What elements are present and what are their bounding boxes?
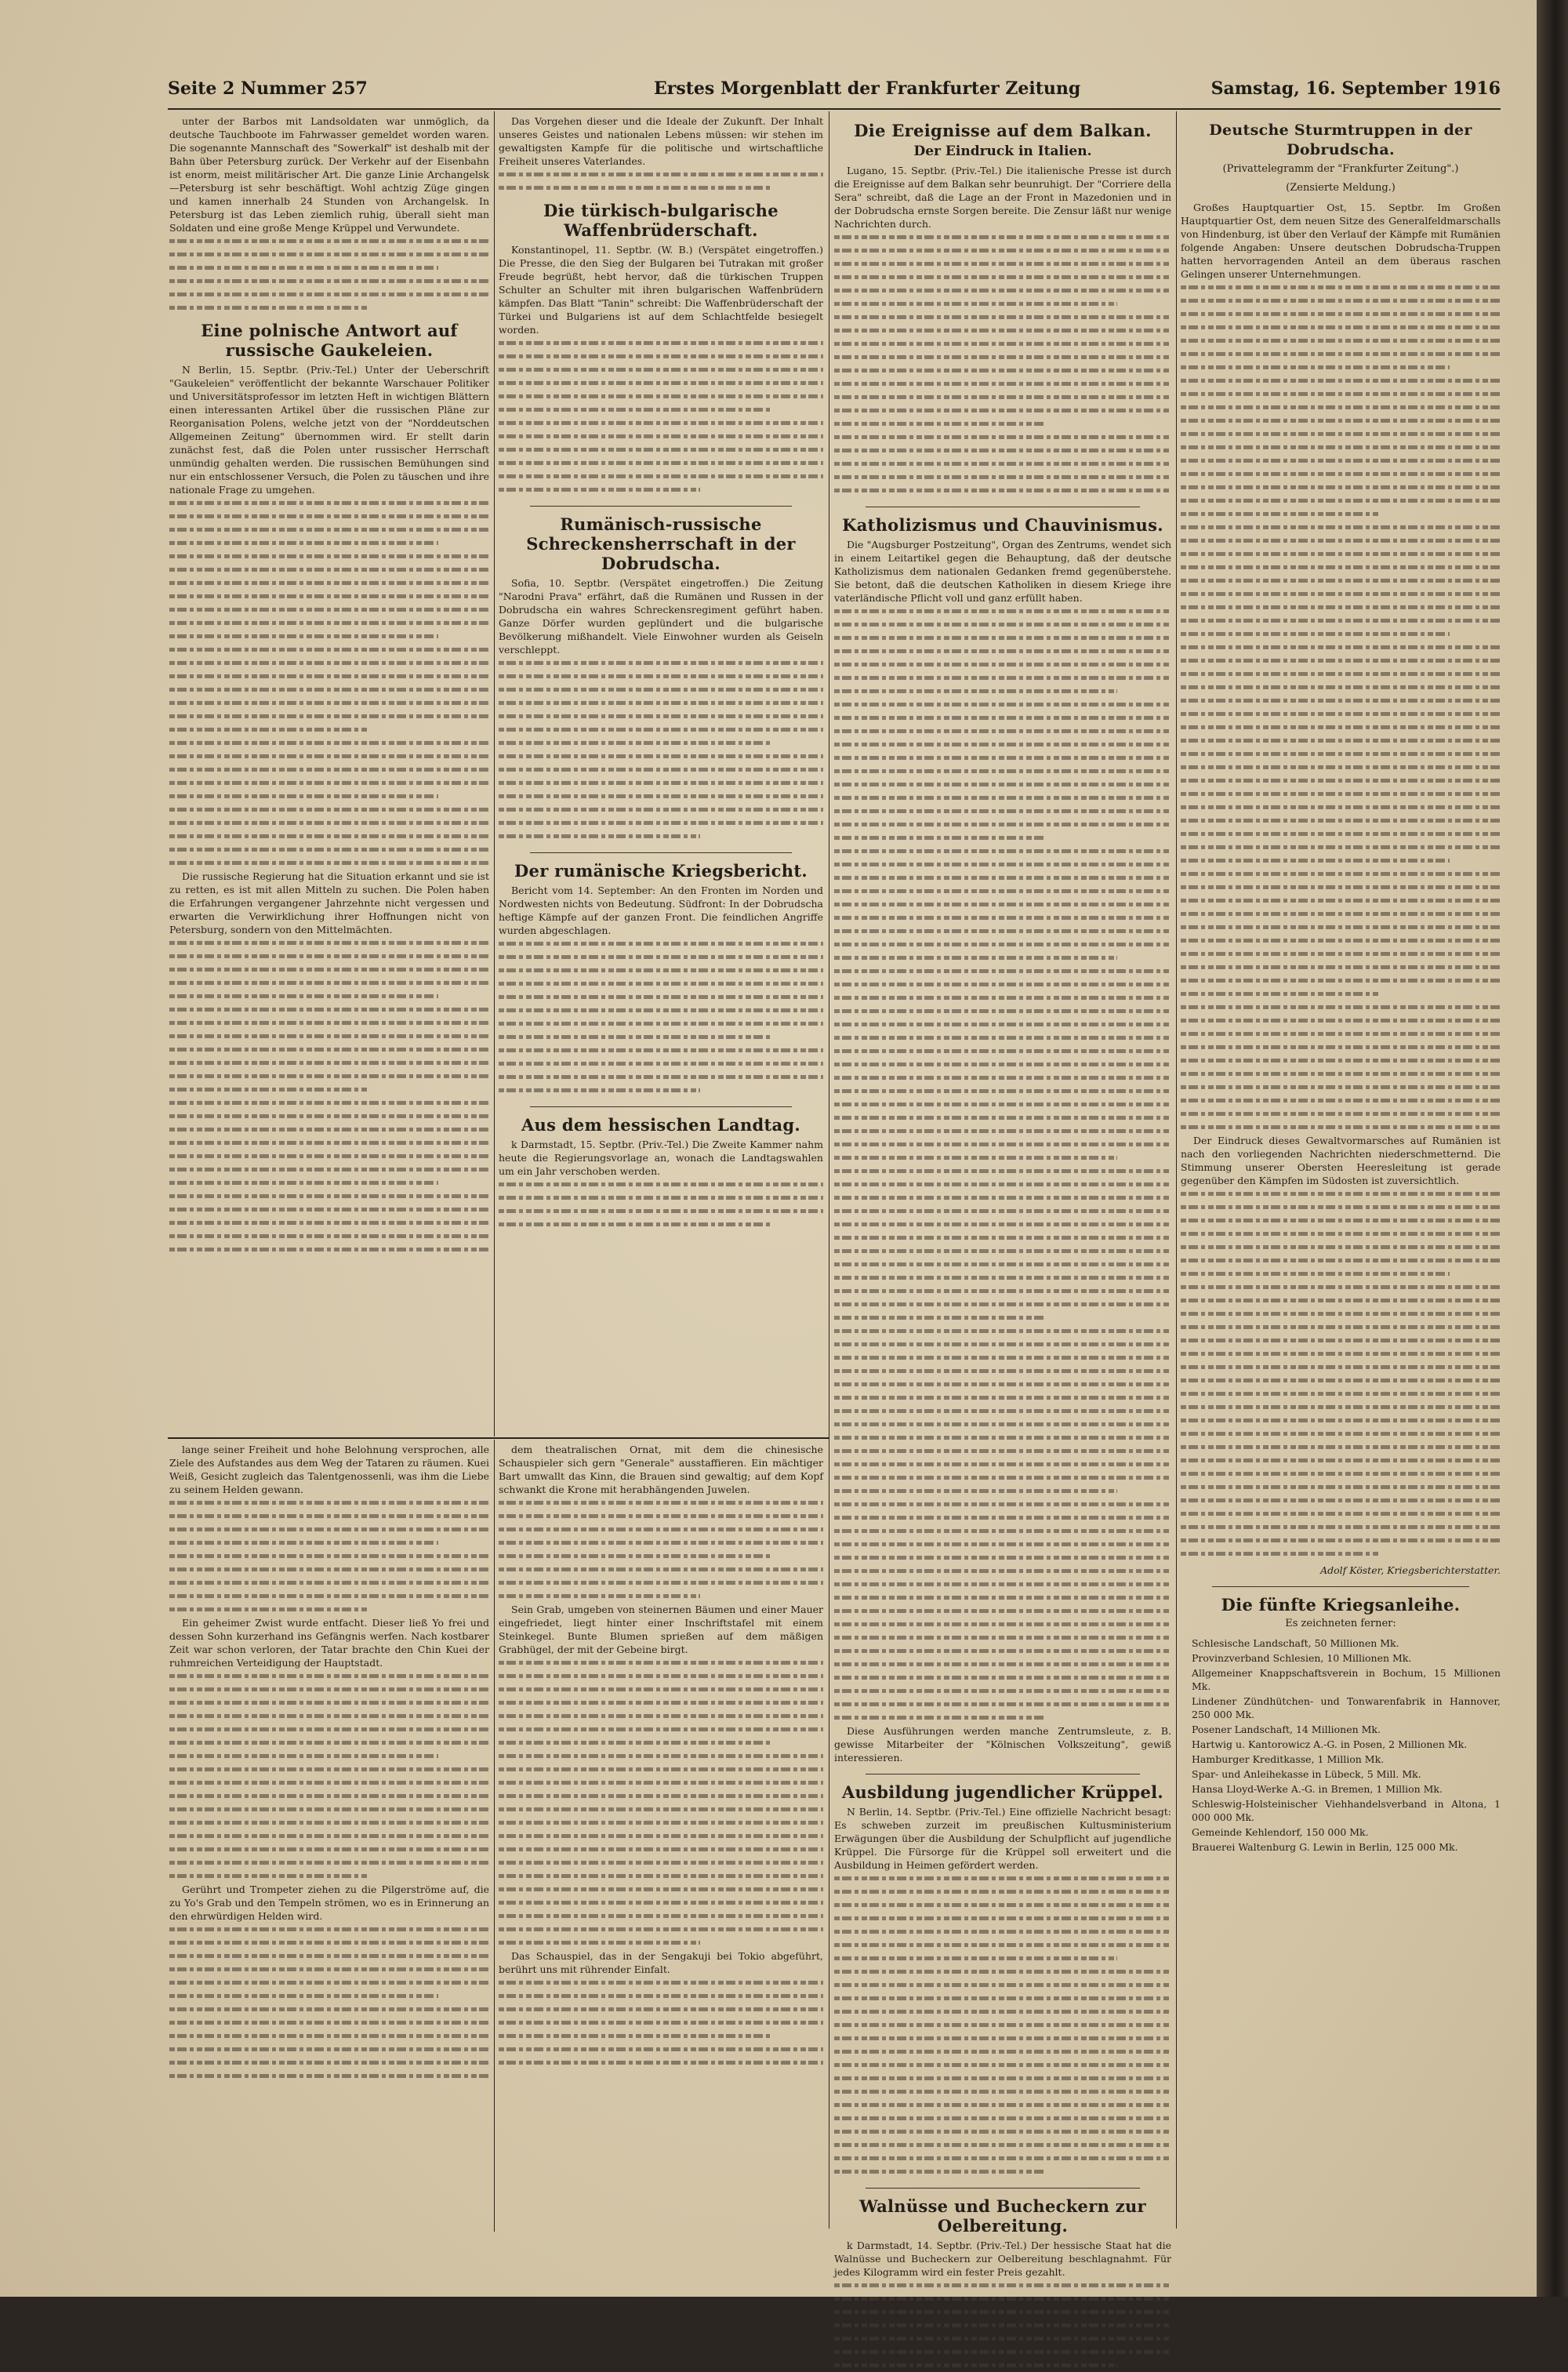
issue-date: Samstag, 16. September 1916 (1210, 78, 1501, 99)
feuilleton-body: Ein geheimer Zwist wurde entfacht. Dieser ließ Yo frei und dessen Sohn kurzerhand ins Gefängnis werfen. Nach kostbarer Zeit war schon verloren, der Tatar brachte den Chin Kuei der ruhmreichen Verteidigung der Hauptstadt. (169, 1617, 489, 1669)
article-body: k Darmstadt, 14. Septbr. (Priv.-Tel.) Der hessische Staat hat die Walnüsse und Bucheckern zur Oelbereitung beschlagnahmt. Für jedes Kilogramm wird ein fester Preis gezahlt. (834, 2239, 1171, 2278)
headline-kriegsbericht: Der rumänische Kriegsbericht. (514, 861, 808, 881)
list-item: Schleswig-Holsteinischer Viehhandelsverband in Altona, 1 000 000 Mk. (1192, 1798, 1501, 1823)
subheadline-zeichneten: Es zeichneten ferner: (1285, 1618, 1396, 1629)
feuilleton-body: Sein Grab, umgeben von steinernen Bäumen und einer Mauer eingefriedet, liegt hinter einer Inschriftstafel mit einem Steinkegel. Bunte Blumen sprießen auf dem mäßigen Grabhügel, der mit der Gebeine birgt. (499, 1604, 823, 1655)
list-item: Gemeinde Kehlendorf, 150 000 Mk. (1192, 1826, 1369, 1838)
book-spine (1537, 0, 1568, 2297)
list-item: Lindener Zündhütchen- und Tonwarenfabrik in Hannover, 250 000 Mk. (1192, 1695, 1501, 1720)
article-body: k Darmstadt, 15. Septbr. (Priv.-Tel.) Die Zweite Kammer nahm heute die Regierungsvorlage an, wonach die Landtagswahlen um ein Jahr verschoben werden. (499, 1139, 823, 1177)
list-item: Allgemeiner Knappschaftsverein in Bochum, 15 Millionen Mk. (1192, 1667, 1501, 1692)
column-1 (169, 114, 489, 1433)
subheadline-zensiert: (Zensierte Meldung.) (1286, 182, 1396, 194)
subscription-list (1181, 1636, 1501, 1854)
headline-kriegsanleihe: Die fünfte Kriegsanleihe. (1221, 1595, 1461, 1615)
feuilleton-column-1 (169, 1443, 489, 2223)
article-body: Großes Hauptquartier Ost, 15. Septbr. Im Großen Hauptquartier Ost, dem neuen Sitze des Generalfeldmarschalls von Hindenburg, ist über den Verlauf der Kämpfe mit Rumänien folgende Angaben: Unsere deutschen Dobrudscha-Truppen hatten hervorragenden Anteil an dem überaus raschen Gelingen unserer Unternehmungen. (1181, 202, 1501, 280)
article-body: Lugano, 15. Septbr. (Priv.-Tel.) Die italienische Presse ist durch die Ereignisse auf dem Balkan sehr beunruhigt. Der "Corriere della Sera" schreibt, daß die Lage an der Front in Mazedonien und in der Dobrudscha ernste Sorgen bereite. Die Zensur läßt nur wenige Nachrichten durch. (834, 165, 1171, 230)
headline-waffenbruederschaft: Die türkisch-bulgarische Waffenbrüderschaft. (543, 201, 779, 240)
article-lead: unter der Barbos mit Landsoldaten war unmöglich, da deutsche Tauchboote im Fahrwasser gemeldet worden waren. Die sogenannte Mannschaft des "Sowerkalf" ist deshalb mit der Bahn über Petersburg zurück. Der Verkehr auf der Eisenbahn ist enorm, meist militärischer Art. Die ganze Linie Archangelsk—Petersburg ist sehr beschäftigt. Wohl achtzig Züge gingen und kamen innerhalb 24 Stunden von Archangelsk. In Petersburg ist das Leben ziemlich ruhig, überall sieht man Soldaten und eine große Menge Krüppel und Verwundete. (169, 115, 489, 234)
list-item: Spar- und Anleihekasse in Lübeck, 5 Mill. Mk. (1192, 1768, 1421, 1780)
article-body: Diese Ausführungen werden manche Zentrumsleute, z. B. gewisse Mitarbeiter der "Kölnischen Volkszeitung", gewiß interessieren. (834, 1725, 1171, 1764)
list-item: Hamburger Kreditkasse, 1 Million Mk. (1192, 1753, 1385, 1765)
headline-schreckensherrschaft: Rumänisch-russische Schreckensherrschaft in der Dobrudscha. (526, 514, 796, 573)
headline-polnische-antwort: Eine polnische Antwort auf russische Gaukeleien. (201, 321, 458, 360)
list-item: Hansa Lloyd-Werke A.-G. in Bremen, 1 Million Mk. (1192, 1783, 1443, 1795)
article-body: Sofia, 10. Septbr. (Verspätet eingetroffen.) Die Zeitung "Narodni Prava" erfährt, daß die Rumänen und Russen in der Dobrudscha ein wahres Schreckensregiment geführt haben. Ganze Dörfer wurden geplündert und die bulgarische Bevölkerung mißhandelt. Viele Einwohner wurden als Geiseln verschleppt. (499, 577, 823, 656)
article-intro: Das Vorgehen dieser und die Ideale der Zukunft. Der Inhalt unseres Geistes und nationalen Lebens müssen: wir stehen im gewaltigsten Kampfe für die politische und wirtschaftliche Freiheit unseres Vaterlandes. (499, 115, 823, 167)
article-body: Die "Augsburger Postzeitung", Organ des Zentrums, wendet sich in einem Leitartikel gegen die Behauptung, daß der deutsche Katholizismus dem nationalen Gedanken fremd gegenüberstehe. Sie betont, daß die deutschen Katholiken in diesem Kriege ihre vaterländische Pflicht voll und ganz erfüllt haben. (834, 539, 1171, 604)
article-body: Konstantinopel, 11. Septbr. (W. B.) (Verspätet eingetroffen.) Die Presse, die den Sieg der Bulgaren bei Tutrakan mit großer Freude begrüßt, hebt hervor, daß die türkischen Truppen Schulter an Schulter mit ihren bulgarischen Waffenbrüdern kämpfen. Das Blatt "Tanin" schreibt: Die Waffenbrüderschaft der Türkei und Bulgariens ist auf dem Schlachtfelde besiegelt worden. (499, 244, 823, 336)
subheadline-italien: Der Eindruck in Italien. (913, 143, 1092, 159)
feuilleton-body: dem theatralischen Ornat, mit dem die chinesische Schauspieler sich gern "Generale" ausstaffieren. Ein mächtiger Bart umwallt das Kinn, die Brauen sind gewaltig; auf dem Kopf schwankt die Krone mit herabhängenden Juwelen. (499, 1444, 823, 1495)
feuilleton-body: Gerührt und Trompeter ziehen zu die Pilgerströme auf, die zu Yo's Grab und den Tempeln strömen, wo es in Erinnerung an den ehrwürdigen Helden wird. (169, 1883, 489, 1922)
column-3 (834, 114, 1171, 2278)
headline-katholizismus: Katholizismus und Chauvinismus. (842, 515, 1163, 535)
list-item: Schlesische Landschaft, 50 Millionen Mk. (1192, 1637, 1399, 1649)
list-item: Posener Landschaft, 14 Millionen Mk. (1192, 1724, 1381, 1735)
list-item: Provinzverband Schlesien, 10 Millionen Mk. (1192, 1652, 1412, 1664)
article-body: N Berlin, 15. Septbr. (Priv.-Tel.) Unter der Ueberschrift "Gaukeleien" veröffentlicht der bekannte Warschauer Politiker und Universitätsprofessor im letzten Heft in wichtigen Blättern einen interessanten Artikel über die russischen Pläne zur Reorganisation Polens, welche jetzt von der "Norddeutschen Allgemeinen Zeitung" übernommen wird. Er stellt darin zunächst fest, daß die Polen unter russischer Herrschaft unmündig gehalten werden. Die russischen Bemühungen sind nur ein entschlossener Versuch, die Polen zu täuschen und ihre nationale Frage zu umgehen. (169, 364, 489, 496)
list-item: Brauerei Waltenburg G. Lewin in Berlin, 125 000 Mk. (1192, 1841, 1458, 1853)
article-body: Die russische Regierung hat die Situation erkannt und sie ist zu retten, es ist mit allen Mitteln zu suchen. Die Polen haben die Erfahrungen vergangener Jahrzehnte nicht vergessen und erwarten die Verwirklichung ihrer Hoffnungen nicht von Petersburg, sondern von den Mittelmächten. (169, 870, 489, 935)
column-rule (1176, 111, 1177, 2229)
column-4 (1181, 114, 1501, 2224)
page-label: Seite 2 Nummer 257 (168, 78, 368, 99)
feuilleton-column-2 (499, 1443, 823, 2223)
page-header (168, 78, 1501, 107)
headline-krueppel: Ausbildung jugendlicher Krüppel. (841, 1782, 1164, 1802)
column-rule (494, 1440, 495, 2232)
subheadline-privattelegramm: (Privattelegramm der "Frankfurter Zeitung".) (1222, 163, 1459, 175)
header-rule (168, 108, 1501, 110)
column-2 (499, 114, 823, 1433)
headline-walnuesse: Walnüsse und Bucheckern zur Oelbereitung. (859, 2196, 1146, 2236)
article-body: Bericht vom 14. September: An den Fronten im Norden und Nordwesten nichts von Bedeutung. Südfront: In der Dobrudscha heftige Kämpfe auf der ganzen Front. Die feindlichen Angriffe wurden abgeschlagen. (499, 885, 823, 936)
article-body: Der Eindruck dieses Gewaltvormarsches auf Rumänien ist nach den vorliegenden Nachrichten niederschmetternd. Die Stimmung unserer Obersten Heeresleitung ist gerade gegenüber den Kämpfen im Südosten ist zuversichtlich. (1181, 1135, 1501, 1186)
feuilleton-body: lange seiner Freiheit und hohe Belohnung versprochen, alle Ziele des Aufstandes aus dem Weg der Tataren zu räumen. Kuei Weiß, Gesicht zugleich das Talentgenossenli, was ihm die Liebe zu seinem Helden gewann. (169, 1444, 489, 1495)
byline: Adolf Köster, Kriegsberichterstatter. (1320, 1564, 1501, 1576)
headline-sturmtruppen: Deutsche Sturmtruppen in der Dobrudscha. (1209, 122, 1472, 158)
feuilleton-body: Das Schauspiel, das in der Sengakuji bei Tokio abgeführt, berührt uns mit rührender Einfalt. (499, 1950, 823, 1975)
column-rule (494, 111, 495, 1437)
article-body: N Berlin, 14. Septbr. (Priv.-Tel.) Eine offizielle Nachricht besagt: Es schweben zurzeit im preußischen Kultusministerium Erwägungen über die Ausbildung der Schulpflicht auf jugendliche Krüppel. Die Fürsorge für die Krüppel soll erweitert und die Ausbildung in Heimen gefördert werden. (834, 1806, 1171, 1871)
list-item: Hartwig u. Kantorowicz A.-G. in Posen, 2 Millionen Mk. (1192, 1738, 1468, 1750)
headline-balkan: Die Ereignisse auf dem Balkan. (854, 121, 1152, 140)
masthead: Erstes Morgenblatt der Frankfurter Zeitung (654, 78, 1081, 99)
headline-hessischer-landtag: Aus dem hessischen Landtag. (521, 1115, 801, 1135)
feuilleton-rule (168, 1437, 829, 1439)
